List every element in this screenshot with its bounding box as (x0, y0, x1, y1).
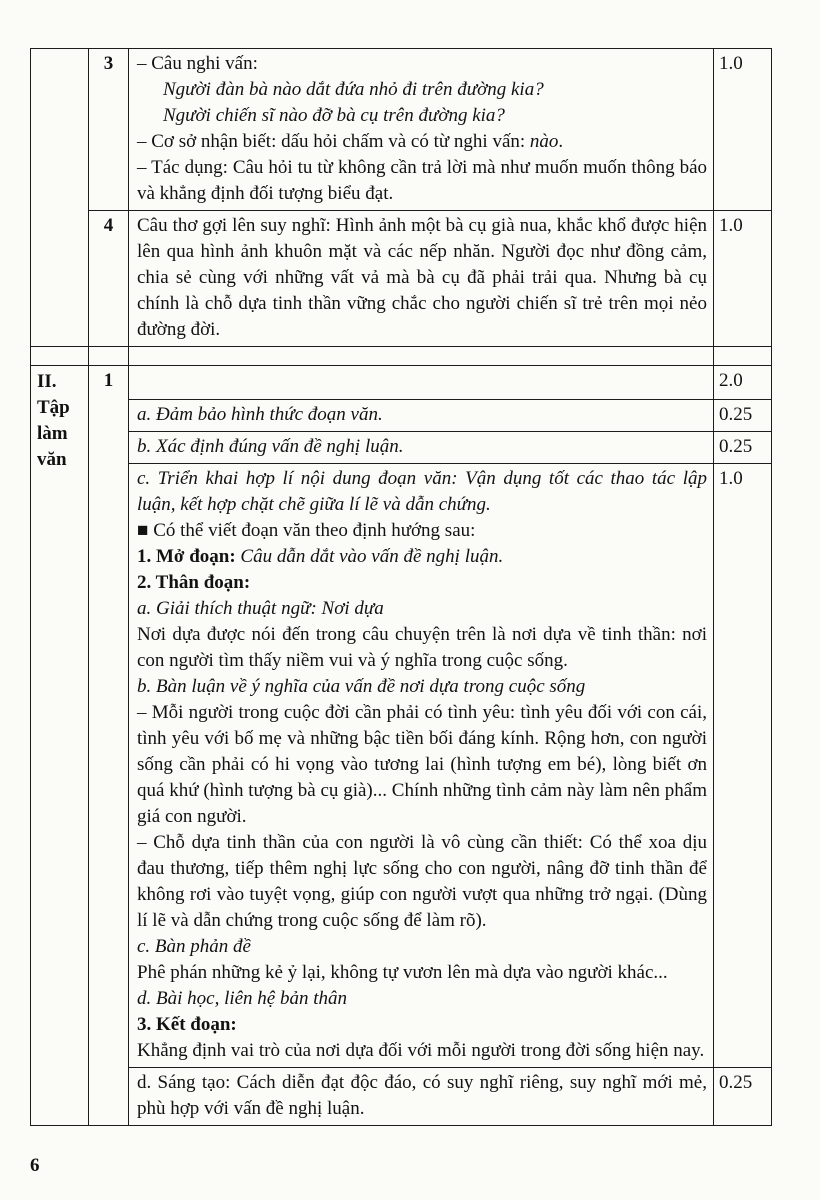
text-run-italic: nào (529, 131, 559, 152)
spacer-cell (89, 347, 129, 366)
points-cell-total: 2.0 (714, 366, 772, 400)
points-cell-q4: 1.0 (714, 211, 772, 347)
question-number-q4: 4 (89, 211, 129, 347)
text-line: a. Đảm bảo hình thức đoạn văn. (137, 404, 383, 425)
text-run-bold: 1. Mở đoạn: (137, 546, 236, 567)
spacer-cell (31, 347, 89, 366)
text-line: d. Sáng tạo: Cách diễn đạt độc đáo, có suy nghĩ riêng, suy nghĩ mới mẻ, phù hợp với vấn đề nghị luận. (137, 1072, 707, 1119)
points-cell-q3: 1.0 (714, 49, 772, 211)
table-row-criterion-d (31, 1068, 772, 1126)
grading-rubric-table (30, 48, 772, 1126)
text-line: Phê phán những kẻ ỷ lại, không tự vươn lên mà dựa vào người khác... (137, 962, 668, 983)
text-line: d. Bài học, liên hệ bản thân (137, 988, 348, 1009)
answer-content-q3 (129, 49, 714, 211)
criterion-d-content (129, 1068, 714, 1126)
question-number-q3: 3 (89, 49, 129, 211)
criterion-c-content (129, 464, 714, 1068)
poem-line: Người chiến sĩ nào đỡ bà cụ trên đường kia? (163, 105, 505, 126)
criterion-a-content (129, 400, 714, 432)
text-line: Câu thơ gợi lên suy nghĩ: Hình ảnh một bà cụ già nua, khắc khổ được hiện lên qua hình ảnh khuôn mặt và các nếp nhăn. Người đọc như đồng cảm, chia sẻ cùng với những vất vả mà bà cụ đã phải trải qua. Nhưng bà cụ chính là chỗ dựa tinh thần vững chắc cho người chiến sĩ trẻ trên mọi nẻo đường đời. (137, 215, 707, 340)
answer-content-q4 (129, 211, 714, 347)
text-line: 2. Thân đoạn: (137, 572, 251, 593)
text-line: b. Bàn luận về ý nghĩa của vấn đề nơi dựa trong cuộc sống (137, 676, 586, 697)
text-line: Khẳng định vai trò của nơi dựa đối với mỗi người trong đời sống hiện nay. (137, 1040, 705, 1061)
text-line: a. Giải thích thuật ngữ: Nơi dựa (137, 598, 384, 619)
table-row-criterion-c (31, 464, 772, 1068)
question-number-1: 1 (89, 366, 129, 1126)
text-line: – Chỗ dựa tinh thần của con người là vô cùng cần thiết: Có thể xoa dịu đau thương, tiếp thêm nghị lực sống cho con người, nâng đỡ tinh thần để không rơi vào tuyệt vọng, giúp con người vượt qua những trở ngại. (Dùng lí lẽ và dẫn chứng trong cuộc sống để làm rõ). (137, 832, 707, 931)
table-row-criterion-a (31, 400, 772, 432)
criterion-b-content (129, 432, 714, 464)
points-cell-a: 0.25 (714, 400, 772, 432)
text-line: – Mỗi người trong cuộc đời cần phải có tình yêu: tình yêu đối với con cái, tình yêu với bố mẹ và những bậc tiền bối đáng kính. Rộng hơn, con người sống cần phải có hi vọng vào tương lai (hình tượng em bé), lòng biết ơn quá khứ (hình tượng bà cụ già)... Chính những tình cảm này làm nên phẩm giá con người. (137, 702, 707, 827)
points-cell-d: 0.25 (714, 1068, 772, 1126)
text-line (137, 129, 707, 155)
points-cell-c: 1.0 (714, 464, 772, 1068)
text-run: . (558, 131, 564, 152)
text-line: ■ Có thể viết đoạn văn theo định hướng sau: (137, 520, 476, 541)
text-line: b. Xác định đúng vấn đề nghị luận. (137, 436, 404, 457)
text-line: 3. Kết đoạn: (137, 1014, 237, 1035)
text-line: – Tác dụng: Câu hỏi tu từ không cần trả lời mà như muốn muốn thông báo và khẳng định đối tượng biểu đạt. (137, 157, 707, 204)
section-label-cell: II. Tập làm văn (31, 366, 89, 1126)
table-row-q3 (31, 49, 772, 211)
table-row-q4 (31, 211, 772, 347)
content-cell-empty (129, 366, 714, 400)
spacer-cell (714, 347, 772, 366)
text-line: c. Bàn phản đề (137, 936, 251, 957)
points-cell-b: 0.25 (714, 432, 772, 464)
text-line: c. Triển khai hợp lí nội dung đoạn văn: Vận dụng tốt các thao tác lập luận, kết hợp chặt chẽ giữa lí lẽ và dẫn chứng. (137, 468, 707, 515)
poem-line: Người đàn bà nào dắt đứa nhỏ đi trên đường kia? (163, 79, 544, 100)
table-row-criterion-b (31, 432, 772, 464)
spacer-cell (129, 347, 714, 366)
section-cell-empty (31, 49, 89, 347)
text-line (137, 544, 707, 570)
text-line: – Câu nghi vấn: (137, 53, 258, 74)
text-line: Nơi dựa được nói đến trong câu chuyện trên là nơi dựa về tinh thần: nơi con người tìm thấy niềm vui và ý nghĩa trong cuộc sống. (137, 624, 707, 671)
page-number: 6 (30, 1155, 40, 1176)
text-run: – Cơ sở nhận biết: dấu hỏi chấm và có từ nghi vấn: (137, 131, 530, 152)
table-row-section2-total (31, 366, 772, 400)
table-row-spacer (31, 347, 772, 366)
text-run-italic: Câu dẫn dắt vào vấn đề nghị luận. (235, 546, 504, 567)
